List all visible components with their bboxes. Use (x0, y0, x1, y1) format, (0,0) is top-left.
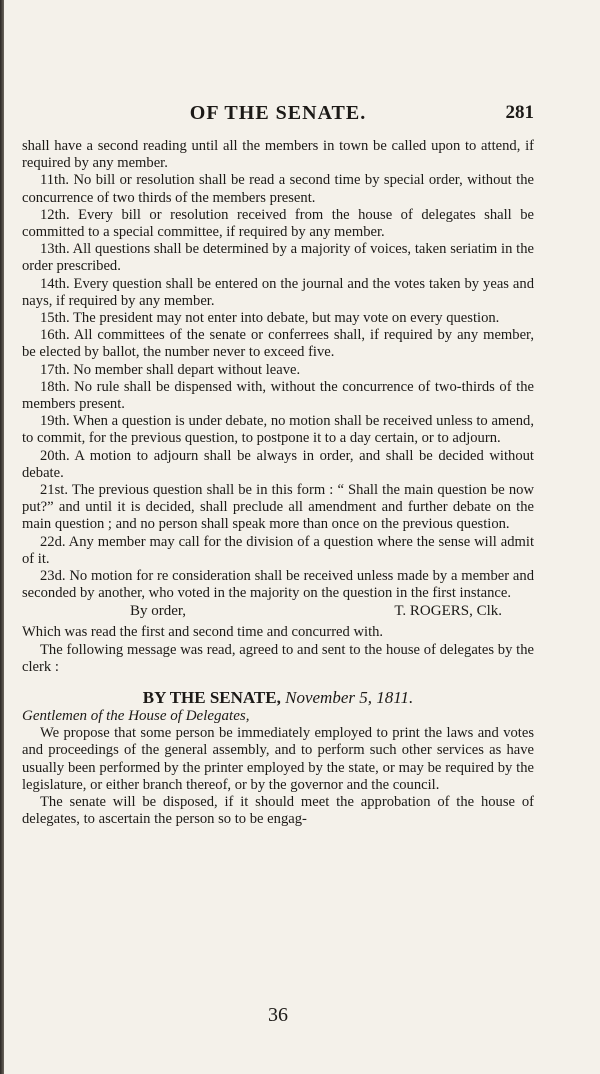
rule-paragraph: 22d. Any member may call for the division of a question where the sense will admit of it. (22, 533, 534, 567)
rule-paragraph: 23d. No motion for re consideration shall be received unless made by a member and seconded by another, who voted in the majority on the question in the first instance. (22, 568, 534, 602)
by-order-label: By order, (130, 603, 187, 620)
proceedings-paragraph: The following message was read, agreed to and sent to the house of delegates by the clerk : (22, 641, 534, 675)
message-heading-title: BY THE SENATE, (142, 688, 281, 708)
rule-paragraph: 19th. When a question is under debate, no motion shall be received unless to amend, to commit, for the previous question, to postpone it to a day certain, or to adjourn. (22, 413, 534, 447)
rule-paragraph: shall have a second reading until all the members in town be called upon to attend, if required by any member. (22, 138, 534, 172)
message-paragraph: We propose that some person be immediately employed to print the laws and votes and proceedings of the general assembly, and to perform such other services as have usually been performed by the printer employed by the state, or may be required by the legislature, or either branch thereof, or by the governor and the council. (22, 725, 534, 793)
senate-rules-text (22, 138, 534, 602)
order-signature (22, 602, 534, 620)
page-number: 281 (505, 102, 534, 123)
rule-paragraph: 12th. Every bill or resolution received from the house of delegates shall be committed to a special committee, if required by any member. (22, 206, 534, 241)
message-body (22, 725, 534, 828)
signature-mark: 36 (268, 1004, 288, 1026)
proceedings-paragraph: Which was read the first and second time and concurred with. (22, 624, 384, 641)
clerk-signature: T. ROGERS, Clk. (394, 603, 502, 620)
rule-paragraph: 15th. The president may not enter into debate, but may vote on every question. (40, 310, 500, 327)
message-paragraph: The senate will be disposed, if it should meet the approbation of the house of delegates, to ascertain the person so to be engag- (22, 793, 534, 828)
rule-paragraph: 17th. No member shall depart without leave. (40, 361, 301, 378)
rule-paragraph: 20th. A motion to adjourn shall be always in order, and shall be decided without debate. (22, 447, 534, 481)
page-header (22, 102, 534, 132)
rule-paragraph: 11th. No bill or resolution shall be read a second time by special order, without the concurrence of two thirds of the members present. (22, 172, 534, 206)
proceedings-text (22, 624, 534, 676)
rule-paragraph: 18th. No rule shall be dispensed with, without the concurrence of two-thirds of the members present. (22, 378, 534, 413)
rule-paragraph: 21st. The previous question shall be in this form : “ Shall the main question be now put?” and until it is decided, shall preclude all amendment and further debate on the main question ; and no person shall speak more than once on the previous question. (22, 482, 534, 533)
message-heading (22, 688, 534, 708)
rule-paragraph: 14th. Every question shall be entered on the journal and the votes taken by yeas and nays, if required by any member. (22, 275, 534, 309)
rule-paragraph: 16th. All committees of the senate or conferrees shall, if required by any member, be elected by ballot, the number never to exceed five. (22, 327, 534, 361)
rule-paragraph: 13th. All questions shall be determined by a majority of voices, taken seriatim in the order prescribed. (22, 241, 534, 275)
message-salutation: Gentlemen of the House of Delegates, (22, 708, 250, 725)
message-date: November 5, 1811. (285, 688, 414, 708)
running-head: OF THE SENATE. (189, 102, 367, 124)
